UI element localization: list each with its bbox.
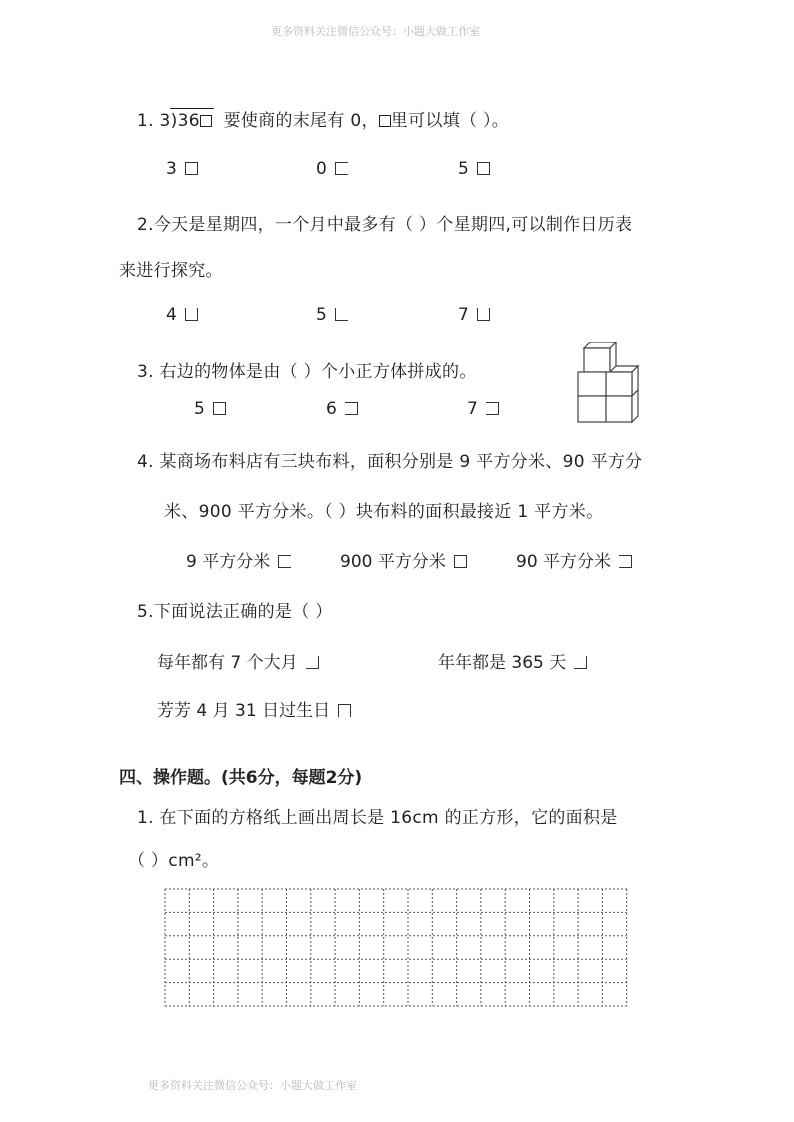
checkbox-icon[interactable] <box>185 162 198 175</box>
checkbox-icon[interactable] <box>619 555 632 568</box>
checkbox-icon[interactable] <box>278 555 291 568</box>
q3-option-a[interactable]: 5 <box>194 399 226 419</box>
question-5: 5.下面说法正确的是（ ） <box>137 602 333 622</box>
q2-option-b[interactable]: 5 <box>316 305 348 325</box>
q3-option-b[interactable]: 6 <box>326 399 358 419</box>
q1-divisor: 3 <box>159 111 171 131</box>
question-4-line-2: 米、900 平方分米。（ ）块布料的面积最接近 1 平方米。 <box>164 502 604 522</box>
checkbox-icon[interactable] <box>338 704 351 717</box>
q1-option-c[interactable]: 5 <box>458 159 490 179</box>
question-3: 3. 右边的物体是由（ ）个小正方体拼成的。 <box>137 362 477 382</box>
checkbox-icon[interactable] <box>335 308 348 321</box>
q1-blank-square-icon <box>200 115 212 127</box>
watermark-bottom: 更多资料关注微信公众号：小题大做工作室 <box>148 1079 357 1092</box>
q1-option-b[interactable]: 0 <box>316 159 348 179</box>
q1-number: 1. <box>137 111 154 131</box>
checkbox-icon[interactable] <box>213 402 226 415</box>
q1-division-expression: 3)36 <box>160 111 212 131</box>
q2-option-c[interactable]: 7 <box>458 305 490 325</box>
checkbox-icon[interactable] <box>345 402 358 415</box>
q4-option-c[interactable]: 90 平方分米 <box>516 547 632 572</box>
question-1 <box>137 106 509 131</box>
section-4-title: 四、操作题。(共6分，每题2分) <box>119 768 363 788</box>
checkbox-icon[interactable] <box>486 402 499 415</box>
q1-option-a[interactable]: 3 <box>166 159 198 179</box>
q1-text: 要使商的末尾有 0， <box>223 111 379 131</box>
q4-option-b[interactable]: 900 平方分米 <box>340 547 467 572</box>
q3-option-c[interactable]: 7 <box>467 399 499 419</box>
checkbox-icon[interactable] <box>477 162 490 175</box>
q1-dividend: 36 <box>177 111 200 131</box>
checkbox-icon[interactable] <box>574 656 587 669</box>
checkbox-icon[interactable] <box>335 162 348 175</box>
section-4-question-1-line-1: 1. 在下面的方格纸上画出周长是 16cm 的正方形，它的面积是 <box>137 808 618 828</box>
q1-text-2: 里可以填（ ）。 <box>390 111 510 131</box>
section-4-question-1-line-2: （ ）cm²。 <box>128 851 220 871</box>
checkbox-icon[interactable] <box>185 308 198 321</box>
q5-option-a[interactable]: 每年都有 7 个大月 <box>157 648 319 673</box>
q5-option-b[interactable]: 年年都是 365 天 <box>438 648 587 673</box>
q2-option-a[interactable]: 4 <box>166 305 198 325</box>
watermark-top: 更多资料关注微信公众号：小题大做工作室 <box>271 25 480 38</box>
cube-stack-illustration <box>572 342 642 426</box>
q5-option-c[interactable]: 芳芳 4 月 31 日过生日 <box>157 696 351 721</box>
question-2-line-2: 来进行探究。 <box>119 261 223 281</box>
checkbox-icon[interactable] <box>454 555 467 568</box>
checkbox-icon[interactable] <box>477 308 490 321</box>
question-2-line-1: 2.今天是星期四，一个月中最多有（ ）个星期四,可以制作日历表 <box>137 215 633 235</box>
q1-inline-square-icon <box>379 115 391 127</box>
checkbox-icon[interactable] <box>306 656 319 669</box>
question-4-line-1: 4. 某商场布料店有三块布料，面积分别是 9 平方分米、90 平方分 <box>137 452 643 472</box>
q4-option-a[interactable]: 9 平方分米 <box>186 547 291 572</box>
grid-paper[interactable] <box>164 888 630 1008</box>
